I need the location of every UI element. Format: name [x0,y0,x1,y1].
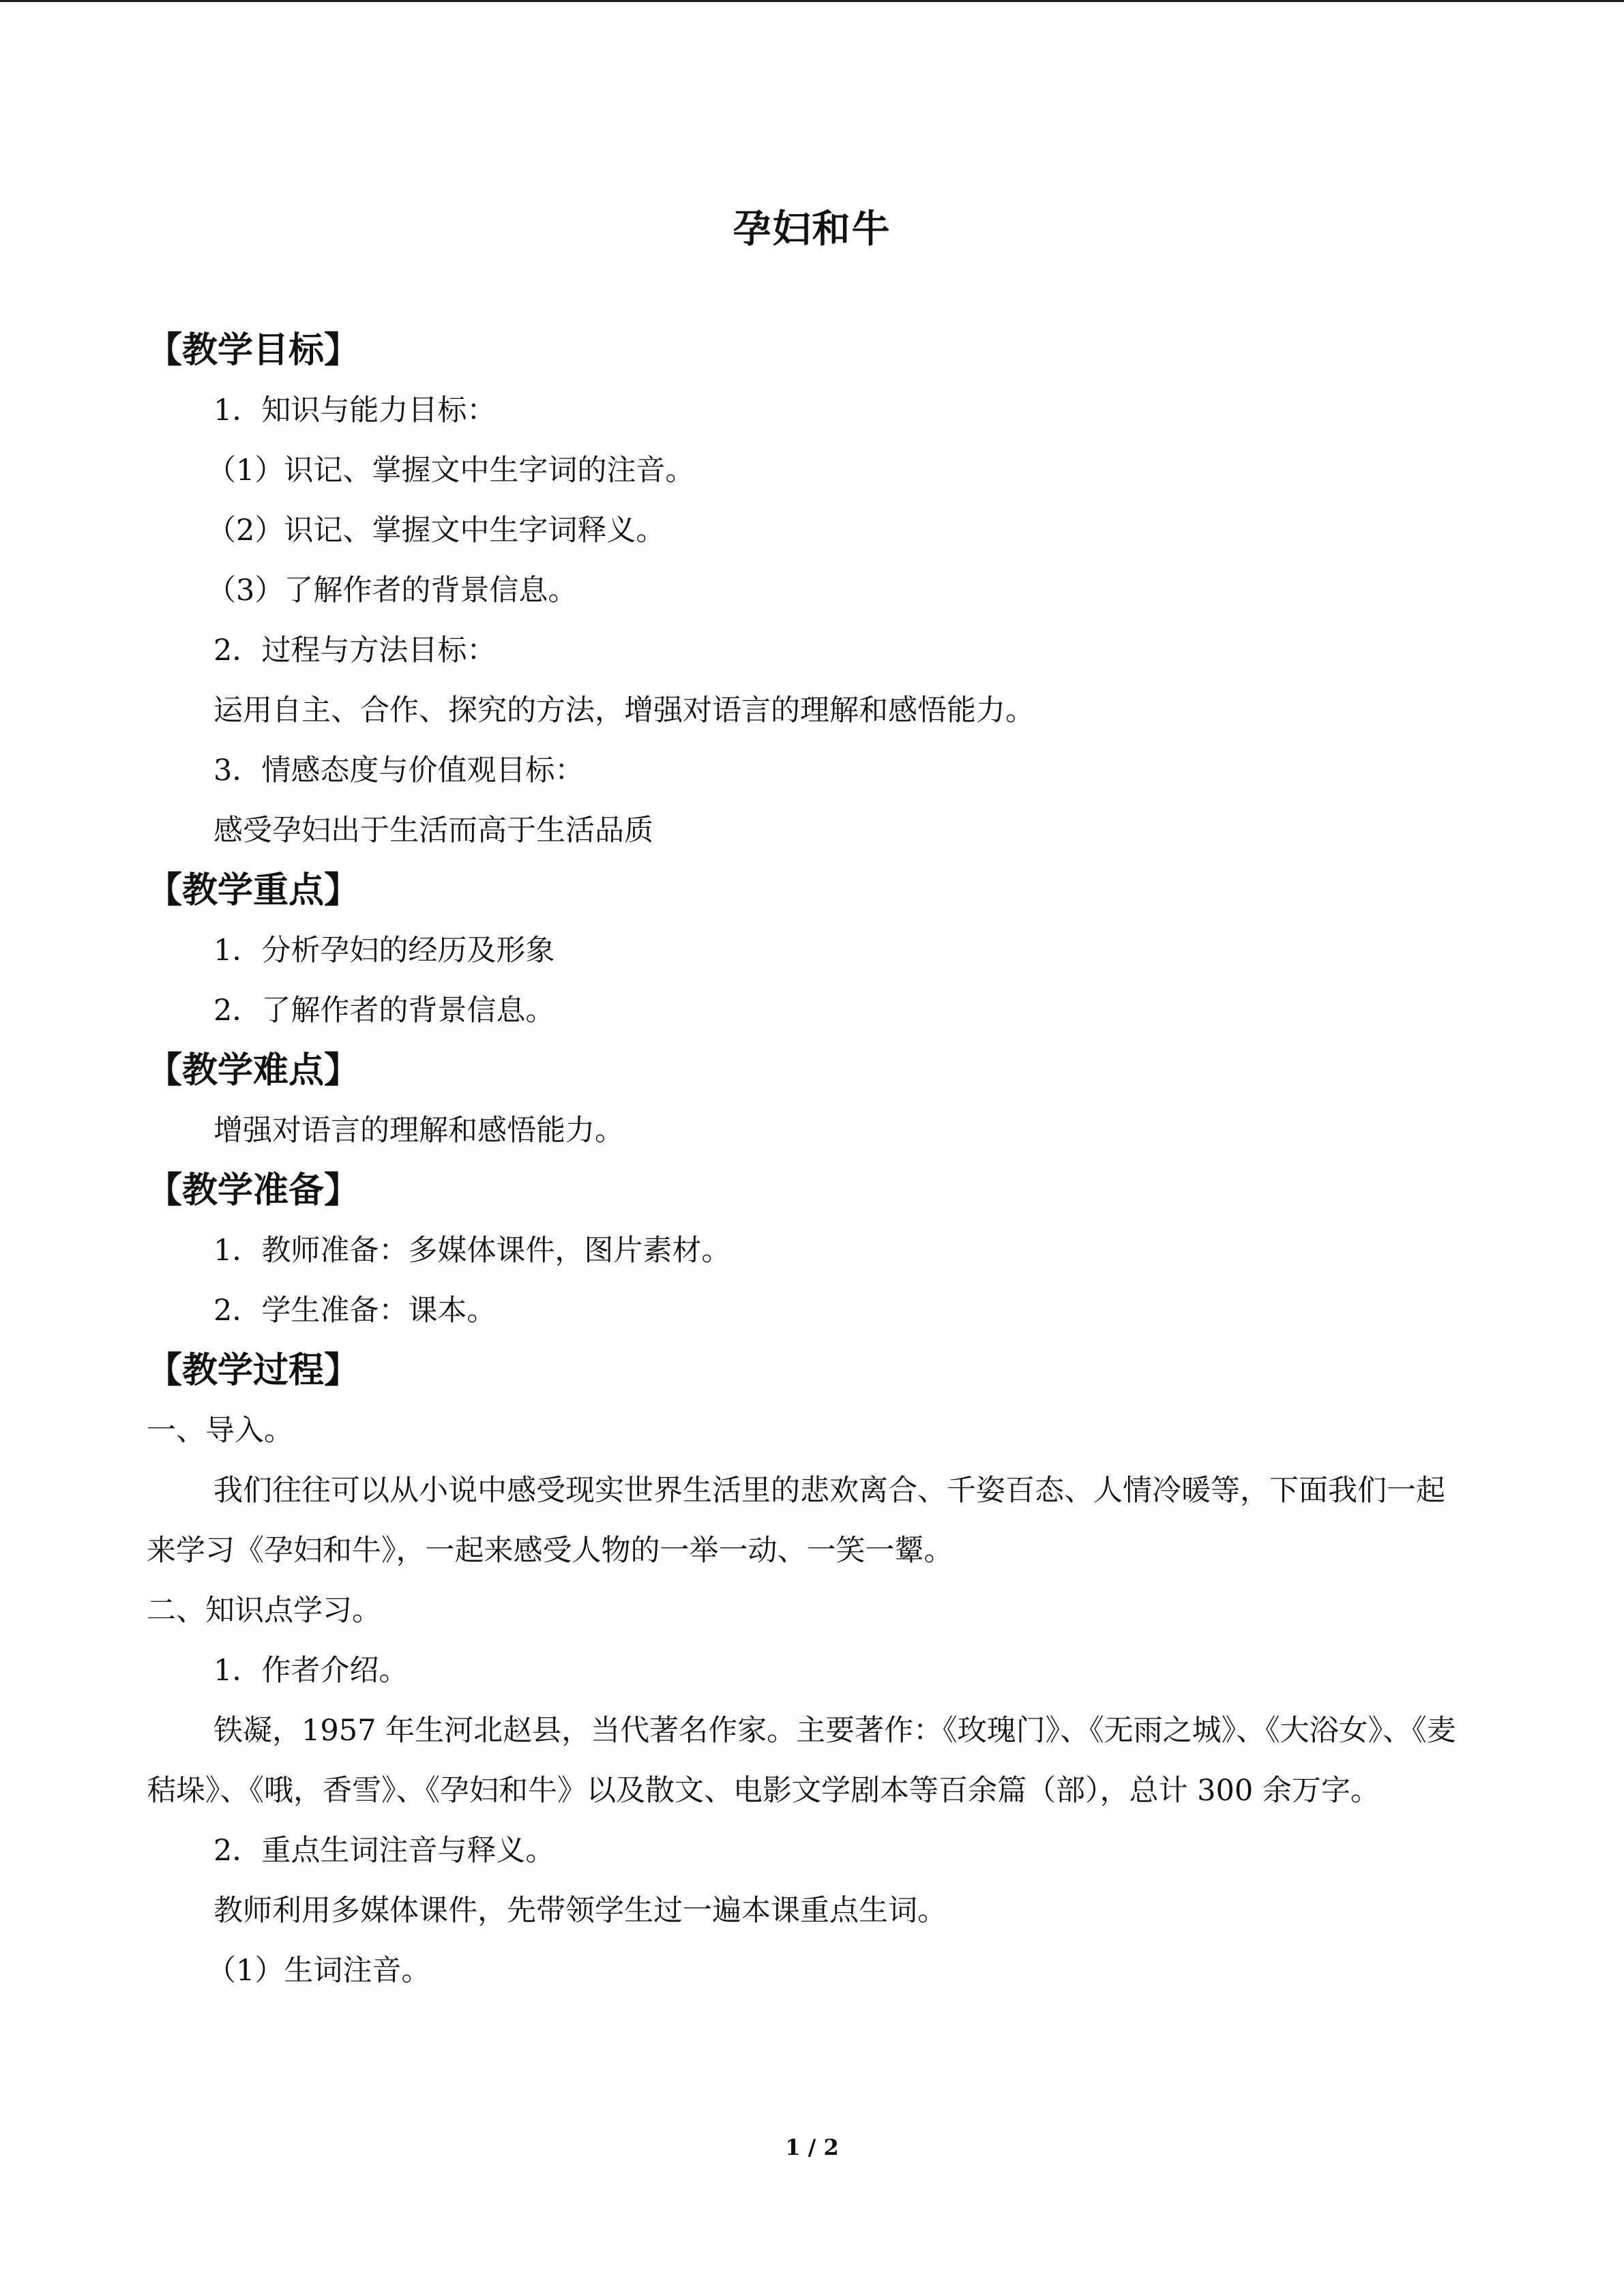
objective-item: 3．情感态度与价值观目标： [213,754,585,788]
process-knowledge-heading: 二、知识点学习。 [147,1594,381,1628]
author-heading: 1．作者介绍。 [213,1654,409,1688]
document-body [147,320,1463,2001]
key-point-item: 1．分析孕妇的经历及形象 [213,934,555,968]
vocab-heading: 2．重点生词注音与释义。 [213,1834,555,1868]
preparation-item: 1．教师准备：多媒体课件，图片素材。 [213,1234,731,1268]
vocab-text: 教师利用多媒体课件，先带领学生过一遍本课重点生词。 [213,1894,947,1928]
objective-item: （3）了解作者的背景信息。 [207,573,578,608]
section-heading-process: 【教学过程】 [147,1350,360,1391]
page-number: 1 / 2 [785,2134,839,2160]
process-intro-heading: 一、导入。 [147,1414,293,1448]
section-heading-preparation: 【教学准备】 [147,1170,360,1211]
process-intro-text: 我们往往可以从小说中感受现实世界生活里的悲欢离合、千姿百态、人情冷暖等，下面我们一起来学习《孕妇和牛》，一起来感受人物的一举一动、一笑一颦。 [147,1474,1445,1568]
author-text: 铁凝，1957 年生河北赵县，当代著名作家。主要著作：《玫瑰门》、《无雨之城》、《大浴女》、《麦秸垛》、《哦，香雪》、《孕妇和牛》以及散文、电影文学剧本等百余篇（部），总计 300 余万字。 [147,1714,1456,1808]
objective-item: 运用自主、合作、探究的方法，增强对语言的理解和感悟能力。 [213,694,1035,728]
section-heading-difficulties: 【教学难点】 [147,1050,360,1091]
vocab-sub: （1）生词注音。 [207,1954,431,1988]
objective-item: 1．知识与能力目标： [213,393,497,428]
objective-item: （2）识记、掌握文中生字词释义。 [207,513,666,548]
preparation-item: 2．学生准备：课本。 [213,1294,497,1328]
section-heading-key-points: 【教学重点】 [147,870,360,911]
objective-item: （1）识记、掌握文中生字词的注音。 [207,453,695,488]
section-heading-objectives: 【教学目标】 [147,330,360,371]
objective-item: 感受孕妇出于生活而高于生活品质 [213,814,653,848]
document-title: 孕妇和牛 [733,207,891,252]
objective-item: 2．过程与方法目标： [213,633,497,668]
key-point-item: 2．了解作者的背景信息。 [213,994,555,1028]
difficulty-item: 增强对语言的理解和感悟能力。 [213,1114,624,1148]
